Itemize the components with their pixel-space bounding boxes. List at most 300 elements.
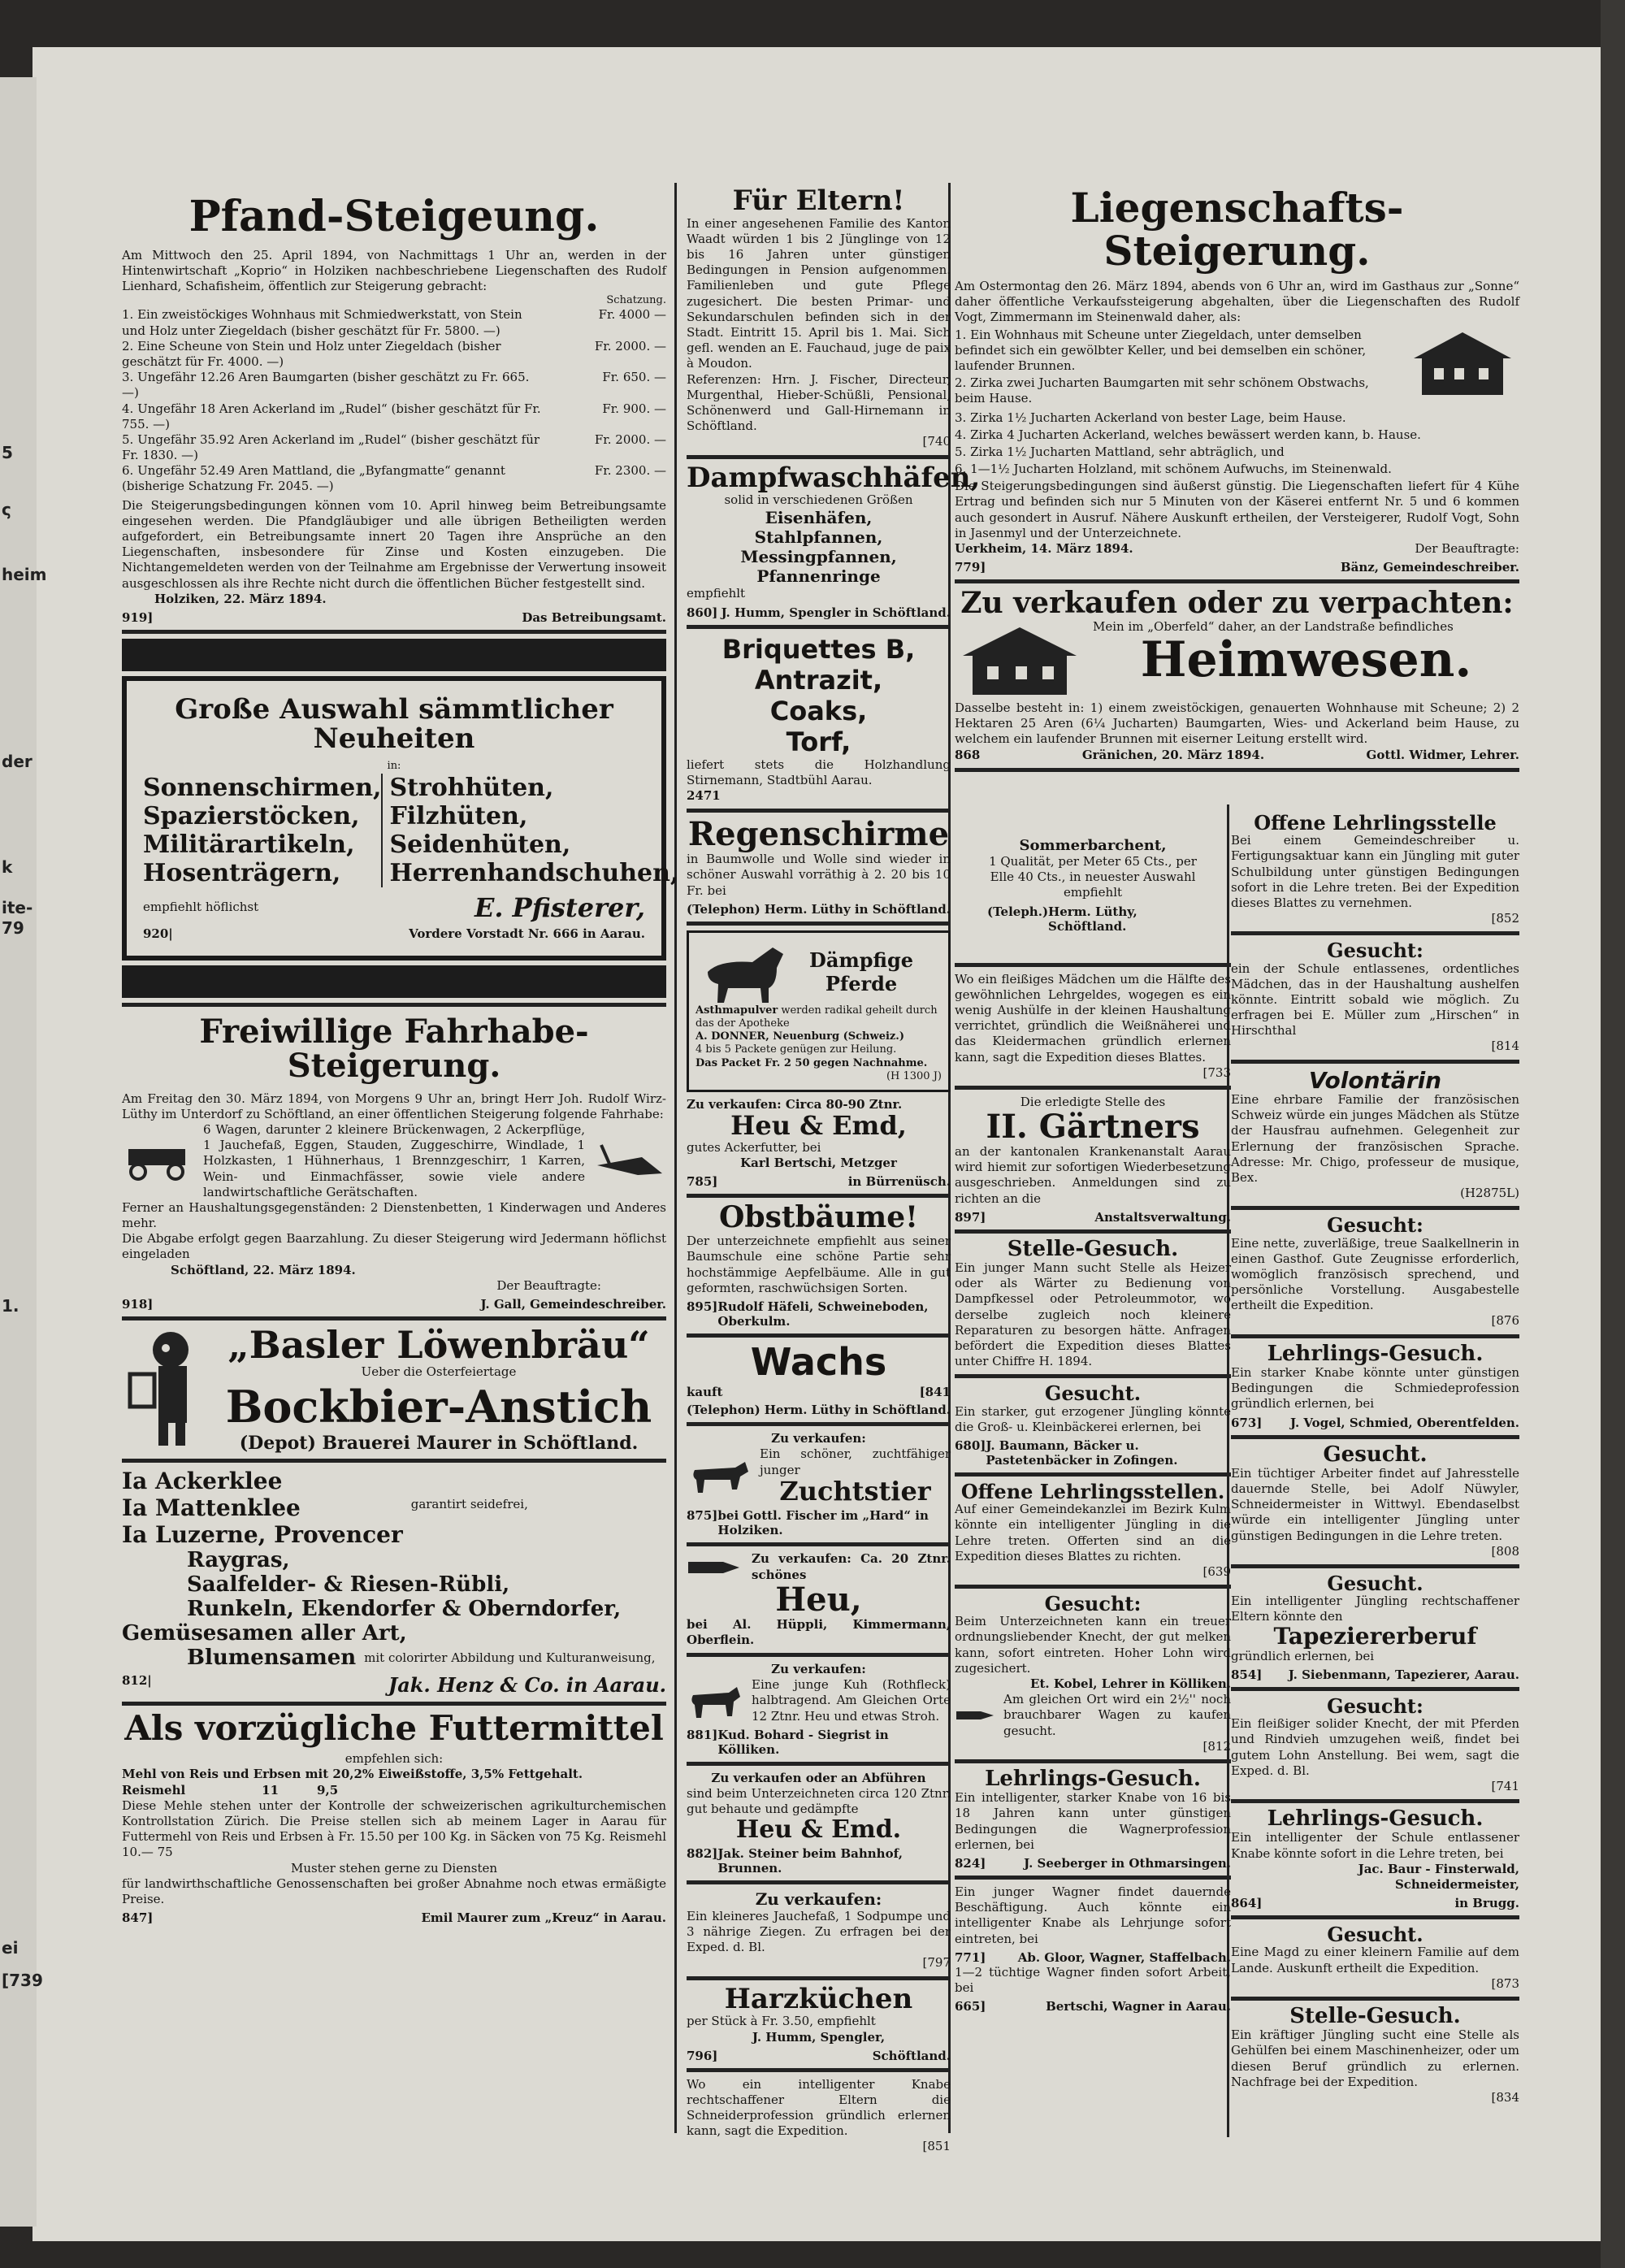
ad-signature: 665] Bertschi, Wagner in Aarau. [955, 1999, 1231, 2014]
ad-title: Für Eltern! [732, 184, 905, 217]
list-item: 1. Ein Wohnhaus mit Scheune unter Ziegeldach, unter demselben befindet sich ein gewölbter Keller, und bei demselben ein schöner, laufender Brunnen. [955, 327, 1367, 373]
product-item: Seidenhüten, [389, 830, 571, 859]
ad-pferde [687, 930, 951, 1093]
ad-zuchtstier [687, 1431, 951, 1537]
ad-sommerbarchent [955, 813, 1231, 958]
ad-place-date: Schöftland, 22. März 1894. [171, 1262, 356, 1277]
divider [1231, 1060, 1519, 1064]
ad-label: Der Beauftragte: [496, 1277, 601, 1293]
ad-heimwesen-row [955, 619, 1519, 700]
divider [122, 630, 666, 634]
divider [687, 625, 951, 629]
ad-body: Dasselbe besteht in: 1) einem zweistöckigen, genauerten Wohnhause mit Scheune; 2) 2 Hektaren 25 Aren (6¼ Jucharten) Baumgarten, Wies- und Ackerland beim Hause, zu welchem ein laufender Brunnen mit eiserner Leitung erstellt wird. [955, 700, 1519, 747]
ad-code: (H 1300 J) [886, 1069, 942, 1082]
ad-title: Heu, [775, 1580, 862, 1619]
ad-maedchen-lehre [955, 972, 1231, 1081]
ad-signature: 860] J. Humm, Spengler in Schöftland. [687, 605, 951, 620]
ad-pfand-steigerung [122, 192, 666, 625]
ad-number: [797 [922, 1955, 951, 1971]
ad-body: Eine junge Kuh (Rothfleck) halbtragend. Am Gleichen Orte 12 Ztnr. Heu und etwas Stroh. [752, 1677, 951, 1724]
ad-stelle-gesuch-2 [1231, 2003, 1519, 2105]
ad-dampfwaschhaefen [687, 461, 981, 620]
divider [1231, 1997, 1519, 2001]
ad-body: In einer angesehenen Familie des Kanton Waadt würden 1 bis 2 Jünglinge von 12 bis 16 Jahren unter günstigen Bedingungen in Pension aufgenommen. Familienleben und gute Pflege zugesichert. Die besten Primar- und Sekundarschulen befinden sich in der Stadt. Eintritt 15. April bis 1. Mai. Sich gefl. wenden an E. Fauchaud, juge de paix à Moudon. [687, 215, 951, 371]
product-item: Stahlpfannen, [754, 527, 883, 548]
ad-subtitle: Ueber die Osterfeiertage [361, 1364, 517, 1380]
ad-futtermittel [122, 1708, 666, 1926]
label-in: in: [387, 760, 401, 773]
ad-number: [741 [1491, 1779, 1519, 1793]
divider [687, 1653, 951, 1657]
ad-signature: 875] bei Gottl. Fischer im „Hard“ in Holziken. [687, 1508, 929, 1538]
ad-signature: (Teleph.) Herm. Lüthy, Schöftland. [987, 904, 1138, 934]
ad-depot: (Depot) Brauerei Maurer in Schöftland. [239, 1433, 639, 1455]
ad-body: gründlich erlernen, bei [1231, 1648, 1375, 1663]
divider [1231, 1799, 1519, 1803]
ad-title: Pferde [825, 971, 898, 995]
ad-body: per Stück à Fr. 3.50, empfiehlt [687, 2014, 876, 2029]
ad-title: Als vorzügliche Futtermittel [124, 1708, 664, 1749]
product-item: Eisenhäfen, [765, 508, 873, 528]
ad-body: Asthmapulver werden radikal geheilt durch das der Apotheke [696, 1004, 938, 1030]
ad-body: Eine ehrbare Familie der französischen Schweiz würde ein junges Mädchen als Stütze der Hausfrau aufnehmen. Gelegenheit zur Erlernung der französischen Sprache. Adresse: Mr. Chigo, professeur de musique, Bex. [1231, 1092, 1519, 1185]
divider [955, 1374, 1231, 1378]
ad-signature: 771] Ab. Gloor, Wagner, Staffelbach. [955, 1949, 1231, 1965]
ad-body: 4 bis 5 Packete genügen zur Heilung. [696, 1043, 897, 1056]
ad-body: Der unterzeichnete empfiehlt aus seiner Baumschule eine schöne Partie sehr hochstämmige Aepfelbäume. Alle in gut geformten, raschwüchsigen Sorten. [687, 1234, 951, 1295]
list-item: 2. Eine Scheune von Stein und Holz unter Ziegeldach (bisher geschätzt für Fr. 4000. —) Fr. 2000. — [122, 338, 666, 369]
ad-wachs [687, 1339, 951, 1418]
ad-body: gutes Ackerfutter, bei [687, 1139, 821, 1155]
ad-body: 1 Qualität, per Meter 65 Cts., per Elle 40 Cts., in neuester Auswahl empfiehlt [989, 854, 1197, 900]
ad-basler [122, 1325, 666, 1454]
ad-gesucht-arbeiter [1231, 1444, 1519, 1559]
divider [122, 1459, 666, 1463]
strip-text: 5 [2, 443, 13, 462]
ad-note: garantirt seidefrei, [410, 1497, 528, 1512]
ad-signature: 854] J. Siebenmann, Tapezierer, Aarau. [1231, 1667, 1519, 1683]
previous-page-strip [0, 77, 47, 2227]
seed-row [122, 1646, 666, 1670]
ad-number: [812 [1202, 1738, 1231, 1754]
ad-title: Heu & Emd. [735, 1815, 902, 1845]
ad-body: Auf einer Gemeindekanzlei im Bezirk Kulm könnte ein intelligenter Jüngling in die Lehre treten. Offerten sind an die Expedition dieses Blattes zu richten. [955, 1502, 1231, 1563]
strip-text: heim [2, 565, 47, 584]
divider [687, 1976, 951, 1980]
ad-title: Offene Lehrlingsstellen. [960, 1479, 1225, 1503]
ad-signature: (Telephon) Herm. Lüthy in Schöftland. [687, 901, 951, 917]
ad-title: Heimwesen. [1140, 631, 1472, 689]
ad-number: [733 [1202, 1065, 1231, 1080]
ad-offene-lehrlingsstelle [1231, 813, 1519, 926]
column-1 [122, 175, 679, 1926]
ad-title: Volontärin [1308, 1066, 1442, 1094]
ad-title: II. Gärtners [986, 1108, 1200, 1147]
page-edge [1601, 0, 1625, 2268]
product-columns [143, 773, 679, 887]
column-rule [674, 183, 677, 2133]
ad-body: Wo ein intelligenter Knabe rechtschaffener Eltern die Schneiderprofession gründlich erlernen kann, sagt die Expedition. [687, 2076, 951, 2139]
product-item: Sonnenschirmen, [143, 773, 382, 802]
ad-body: für landwirthschaftliche Genossenschaften bei großer Abnahme noch etwas ermäßigte Preise. [122, 1876, 666, 1906]
product-item: Torf, [786, 726, 852, 757]
list-item: Ia Luzerne, Provencer [122, 1521, 403, 1549]
ad-title: Lehrlings-Gesuch. [985, 1766, 1201, 1791]
ad-signature: 895] Rudolf Häfeli, Schweineboden, Oberkulm. [687, 1299, 929, 1329]
product-item: Messingpfannen, [740, 547, 897, 567]
ad-title: Große Auswahl sämmtlicher Neuheiten [175, 692, 613, 755]
column-3-top [955, 175, 1519, 777]
list-item: Saalfelder- & Riesen-Rübli, [187, 1572, 510, 1598]
list-item: 2. Zirka zwei Jucharten Baumgarten mit sehr schönem Obstwachs, beim Hause. [955, 375, 1369, 406]
ad-wagner [955, 1884, 1231, 2014]
seed-list [122, 1468, 666, 1548]
ad-body: sind beim Unterzeichneten circa 120 Ztnr. gut behaute und gedämpfte [687, 1786, 951, 1817]
strip-text: k [2, 857, 13, 877]
list-item: 1. Ein zweistöckiges Wohnhaus mit Schmiedwerkstatt, von Stein und Holz unter Ziegeldach (bisher geschätzt für Fr. 5800. —) Fr. 4000 — [122, 307, 666, 338]
divider [687, 2068, 951, 2072]
cow-icon [687, 1680, 743, 1721]
strip-text: der [2, 752, 32, 771]
ad-frame [122, 676, 679, 961]
horse-icon [696, 939, 801, 1004]
ad-regenschirme [687, 817, 951, 917]
ad-title: Wachs [750, 1339, 887, 1384]
ad-lehrlings-gesuch-schneider [1231, 1808, 1519, 1910]
wagon-icon [122, 1141, 195, 1182]
product-item: Hosenträgern, [143, 858, 341, 887]
ad-headline: Tapeziererberuf [1273, 1623, 1477, 1650]
list-item: Blumensamen [187, 1646, 357, 1671]
ad-note: Muster stehen gerne zu Diensten [290, 1860, 498, 1876]
ad-head: Zu verkaufen: [771, 1431, 866, 1446]
divider [955, 1229, 1231, 1234]
ad-body: Ein intelligenter, starker Knabe von 16 bis 18 Jahren kann unter günstigen Bedingungen die Wagnerprofession erlernen, bei [955, 1790, 1231, 1852]
pointing-hand-icon [687, 1555, 743, 1580]
ad-number: 868 [955, 747, 981, 762]
ad-liegen-row [955, 326, 1519, 409]
list-item: 4. Zirka 4 Jucharten Ackerland, welches bewässert werden kann, b. Hause. [955, 427, 1421, 442]
ad-number: 2471 [687, 787, 721, 803]
ad-number: [740 [922, 434, 951, 449]
divider [122, 1316, 666, 1320]
ad-signature: 864] in Brugg. [1231, 1896, 1519, 1911]
ad-signature: 824] J. Seeberger in Othmarsingen. [955, 1856, 1231, 1871]
ad-fahrhabe [122, 1012, 666, 1312]
ad-body: Die Steigerungsbedingungen sind äußerst günstig. Die Liegenschaften liefert für 4 Kühe Ertrag und befinden sich nur 5 Minuten von der Käserei entfernt Nr. 5 und 6 kommen auch gesondert in Ausruf. Nähere Auskunft ertheilen, der Versteigerer, Rudolf Vogt, Sohn in Jasenmyl und der Unterzeichnete. [955, 479, 1519, 540]
strip-text: ite- [2, 898, 33, 917]
ad-lehrlings-gesuch-wagner [955, 1768, 1231, 1871]
product-item: Coaks, [769, 695, 868, 726]
ad-body: Ein kleineres Jauchefaß, 1 Sodpumpe und 3 nährige Ziegen. Zu erfragen bei der Exped. d. Bl. [687, 1908, 951, 1955]
divider [955, 768, 1519, 772]
divider [1231, 1687, 1519, 1691]
ad-body: liefert stets die Holzhandlung Stirnemann, Stadtbühl Aarau. [687, 757, 951, 787]
ad-title: Pfand-Steigeung. [188, 192, 600, 241]
ad-signature: (Telephon) Herm. Lüthy in Schöftland. [687, 1403, 951, 1418]
list-item: 6. Ungefähr 52.49 Aren Mattland, die „Byfangmatte“ genannt (bisherige Schatzung Fr. 2045. —) Fr. 2300. — [122, 463, 666, 494]
ad-signature: 779] Bänz, Gemeindeschreiber. [955, 560, 1519, 575]
ad-heu2-row [687, 1551, 951, 1582]
ad-intro: Am Mittwoch den 25. April 1894, von Nachmittags 1 Uhr an, werden in der Hintenwirtschaft „Koprio“ in Holziken nachbeschriebene Liegenschaften des Rudolf Lienhard, Schafisheim, öffentlich zur Steigerung gebracht: [122, 247, 666, 293]
ad-place-date: Gränichen, 20. März 1894. [1081, 747, 1265, 762]
divider [687, 1542, 951, 1546]
ad-head: Zu verkaufen: Ca. 20 Ztnr. schönes [752, 1551, 951, 1582]
ad-body: ein der Schule entlassenes, ordentliches Mädchen, das in der Haushaltung aushelfen könnte. Eintritt sobald wie möglich. Zu erfragen bei E. Müller zum „Hirschen“ in Hirschthal [1231, 961, 1519, 1039]
divider [1231, 931, 1519, 935]
bull-icon [687, 1455, 752, 1496]
ad-body: Ein intelligenter Jüngling rechtschaffener Eltern könnte den [1231, 1594, 1519, 1624]
ad-body: Mehl von Reis und Erbsen mit 20,2% Eiweißstoffe, 3,5% Fettgehalt. [122, 1767, 583, 1782]
divider [687, 1422, 951, 1426]
divider [687, 1880, 951, 1884]
divider [687, 1762, 951, 1766]
ad-title: Gesucht. [1327, 1571, 1424, 1595]
ad-title: Liegenschafts-Steigerung. [1070, 184, 1404, 275]
ad-harzkuechen [687, 1982, 951, 2063]
ad-title: Gesucht: [1327, 1694, 1424, 1719]
ad-label: Der Beauftragte: [1415, 541, 1519, 556]
column-label: Schatzung. [606, 294, 666, 307]
farmhouse-icon [955, 619, 1085, 700]
product-item: Spazierstöcken, [143, 801, 360, 830]
ad-who: Jac. Baur - Finsterwald, Schneidermeister, [1358, 1861, 1519, 1893]
ad-body: Ein starker Knabe könnte unter günstigen Bedingungen die Schmiedeprofession gründlich erlernen, bei [1231, 1364, 1519, 1412]
ad-number: [852 [1491, 911, 1519, 926]
product-item: Herrenhandschuhen, [389, 858, 679, 887]
ad-place-date: Holziken, 22. März 1894. [154, 591, 327, 606]
ad-body: Bei einem Gemeindeschreiber u. Fertigungsaktuar kann ein Jüngling mit guter Schulbildung unter günstigen Bedingungen sofort in die Lehre treten. Bei der Expedition dieses Blattes zu vernehmen. [1231, 833, 1519, 910]
strip-text: 79 [2, 918, 24, 938]
divider [1231, 1206, 1519, 1210]
product-item: Strohhüten, [389, 773, 554, 802]
ad-title: Gesucht. [1044, 1381, 1142, 1406]
ad-signature: Gottl. Widmer, Lehrer. [1366, 747, 1519, 762]
ad-body: in Baumwolle und Wolle sind wieder in schöner Auswahl vorräthig à 2. 20 bis 10 Fr. bei [687, 852, 951, 898]
plough-icon [593, 1141, 666, 1182]
ad-body: 6 Wagen, darunter 2 kleinere Brückenwagen, 2 Ackerpflüge, 1 Jauchefaß, Eggen, Stauden, Zuggeschirre, Windlade, 1 Holzkasten, 1 Hühnerhaus, 1 Brennzgeschirr, 1 Karren, Wein- und Einmachfässer, sowie viele andere landwirtschaftliche Gerätschaften. [203, 1121, 585, 1199]
ad-head: Zu verkaufen: Circa 80-90 Ztnr. [687, 1097, 903, 1112]
divider [955, 1472, 1231, 1477]
divider [1231, 1915, 1519, 1919]
ad-who: Karl Bertschi, Metzger [740, 1156, 897, 1171]
house-icon [1406, 326, 1519, 399]
ad-body: Ferner an Haushaltungsgegenständen: 2 Dienstenbetten, 1 Kinderwagen und Anderes mehr. [122, 1199, 666, 1231]
ad-signature: 918] J. Gall, Gemeindeschreiber. [122, 1297, 666, 1312]
ad-body: Beim Unterzeichneten kann ein treuer ordnungsliebender Knecht, der gut melken kann, sofort eintreten. Hoher Lohn wird zugesichert. [955, 1614, 1231, 1676]
divider [122, 1702, 666, 1706]
product-item: Antrazit, [754, 664, 883, 696]
list-item: 3. Zirka 1½ Jucharten Ackerland von bester Lage, beim Hause. [955, 410, 1346, 425]
ad-kuh-row [687, 1677, 951, 1724]
ad-gesucht-knecht [955, 1594, 1231, 1754]
divider [687, 455, 951, 459]
ad-body: Eine nette, zuverläßige, treue Saalkellnerin in einen Gasthof. Gute Zeugnisse erforderlich, womöglich französisch sprechend, und persönliche Vorstellung. Ausgabestelle ertheilt die Expedition. [1231, 1235, 1519, 1313]
lion-mascot-icon [122, 1325, 203, 1447]
ad-title: Gesucht. [1327, 1923, 1424, 1947]
ad-body-row [122, 1122, 666, 1200]
ad-title: „Basler Löwenbräu“ [228, 1323, 650, 1368]
ad-subtitle: empfehlen sich: [344, 1751, 444, 1767]
ad-body: an der kantonalen Krankenanstalt Aarau wird hiemit zur sofortigen Wiederbesetzung ausgeschrieben. Anmeldungen sind zu richten an die [955, 1144, 1231, 1206]
ad-head: Zu verkaufen oder an Abführen [711, 1770, 926, 1785]
ad-head: Die erledigte Stelle des [1020, 1094, 1166, 1109]
ad-title: Freiwillige Fahrhabe-Steigerung. [199, 1012, 589, 1085]
ad-intro: Am Ostermontag den 26. März 1894, abends von 6 Uhr an, wird im Gasthaus zur „Sonne“ daher öffentliche Verkaufssteigerung abgehalten, über die Liegenschaften des Rudolf Vogt, Zimmermann im Steinenwald daher, als: [955, 279, 1519, 325]
ad-title: Stelle-Gesuch. [1289, 2003, 1461, 2028]
ad-pferde-row [696, 939, 942, 1004]
product-item: Briquettes B, [722, 633, 916, 665]
list-item: 5. Zirka 1½ Jucharten Mattland, sehr abträglich, und [955, 444, 1285, 459]
product-item: Militärartikeln, [143, 830, 355, 859]
product-item: Filzhüten, [389, 801, 528, 830]
ad-body: Am Freitag den 30. März 1894, von Morgens 9 Uhr an, bringt Herr Joh. Rudolf Wirz-Lüthy im Unterdorf zu Schöftland, an einer öffentlichen Steigerung folgende Fahrhabe: [122, 1091, 666, 1121]
ad-gesucht-magd [1231, 1924, 1519, 1992]
ad-signature: 847] Emil Maurer zum „Kreuz“ in Aarau. [122, 1910, 666, 1926]
ad-signature: 785] in Bürrenüsch. [687, 1174, 951, 1190]
strip-text: 1. [2, 1296, 20, 1316]
ad-signature: 680] J. Baumann, Bäcker u. Pastetenbäcker in Zofingen. [955, 1438, 1178, 1468]
ad-who: J. Humm, Spengler, [752, 2029, 886, 2045]
ad-samen [122, 1468, 666, 1697]
ad-schneider-lehre [687, 2077, 951, 2155]
divider [955, 579, 1519, 583]
ornament-band [122, 639, 666, 671]
ad-title: Regenschirme [687, 815, 950, 854]
pointing-hand-icon [955, 1706, 995, 1724]
ad-title: Offene Lehrlingsstelle [1254, 811, 1497, 835]
ad-title: Gesucht: [1327, 939, 1424, 963]
ad-body: 1—2 tüchtige Wagner finden sofort Arbeit, bei [955, 1964, 1231, 1995]
ad-head: Zu verkaufen: [771, 1662, 866, 1677]
ad-footer [955, 541, 1519, 557]
list-item: Raygras, [187, 1548, 290, 1573]
ad-kuh [687, 1662, 951, 1757]
ad-note: mit colorirter Abbildung und Kulturanweisung, [364, 1650, 656, 1665]
ad-jauchefass [687, 1889, 951, 1971]
list-item: 3. Ungefähr 12.26 Aren Baumgarten (bisher geschätzt zu Fr. 665. —) Fr. 650. — [122, 370, 666, 401]
divider [955, 1759, 1231, 1763]
ad-title: Harzküchen [724, 1982, 913, 2015]
ad-body: Diese Mehle stehen unter der Kontrolle der schweizerischen agrikulturchemischen Kontrollstation Zürich. Die Preise stellen sich ab meinem Lager in Aarau für Futtermehl von Reis und Erbsen à Fr. 15.50 per 100 Kg. in Säcken von 75 Kg. Reismehl 10.— 75 [122, 1797, 666, 1860]
ad-signature: 812| Jak. Henz & Co. in Aarau. [122, 1673, 666, 1698]
ad-title: Lehrlings-Gesuch. [1267, 1341, 1484, 1366]
ad-gesucht-saalkellnerin [1231, 1215, 1519, 1329]
ad-title: Stelle-Gesuch. [1007, 1236, 1179, 1261]
ad-head: Zu verkaufen oder zu verpachten: [960, 586, 1514, 621]
ad-body: Ein starker, gut erzogener Jüngling könnte die Groß- u. Kleinbäckerei erlernen, bei [955, 1403, 1231, 1434]
ad-liegenschafts-steigerung [955, 184, 1519, 575]
divider [122, 1003, 666, 1007]
ad-neuheiten [122, 639, 679, 998]
ad-who: bei Al. Hüppli, Kimmermann, Oberflein. [687, 1616, 951, 1647]
ad-signature: 673] J. Vogel, Schmied, Oberentfelden. [1231, 1415, 1519, 1430]
ad-volontaerin [1231, 1066, 1519, 1202]
ad-title: Dampfwaschhäfen, [687, 461, 981, 494]
ad-footer [955, 748, 1519, 763]
ad-signature: 920| Vordere Vorstadt Nr. 666 in Aarau. [143, 926, 645, 941]
ad-stier-row [687, 1446, 951, 1505]
list-item: 4. Ungefähr 18 Aren Ackerland im „Rudel“ (bisher geschätzt für Fr. 755. —) Fr. 900. — [122, 401, 666, 431]
ad-body: Die Steigerungsbedingungen können vom 10. April hinweg beim Betreibungsamte eingesehen werden. Die Pfandgläubiger und alle übrigen Betheiligten werden aufgefordert, ein Betreibungsamte innert 20 Tagen ihre Ansprüche an den Liegenschaften, insbesondere für Zinse und Kosten einzugeben. Die Nichtangemeldeten werden von der Teilnahme am Ergebnisse der Verwertung insoweit ausgeschlossen als ihre Rechte nicht durch die öffentlichen Bücher festgestellt sind. [122, 497, 666, 591]
ad-body: Ein schöner, zuchtfähiger junger [760, 1446, 951, 1477]
ad-heu-emd-3 [687, 1771, 951, 1876]
ad-gesucht-maedchen [1231, 940, 1519, 1054]
ad-number: [808 [1491, 1543, 1519, 1559]
ad-signature: kauft [841 [687, 1385, 951, 1400]
divider [955, 1585, 1231, 1589]
ad-body: A. DONNER, Neuenburg (Schweiz.) [696, 1030, 904, 1043]
product-item: Pfannenringe [756, 566, 881, 587]
ad-body: Reismehl 11 9,5 [122, 1782, 339, 1797]
ad-heimwesen [955, 588, 1519, 763]
ad-stelle-gesuch-1 [955, 1238, 1231, 1370]
divider [687, 922, 951, 926]
ad-signature: 897] Anstaltsverwaltung. [955, 1209, 1231, 1225]
ad-number: [876 [1491, 1313, 1519, 1329]
ad-signature: 881] Kud. Bohard - Siegrist in Kölliken. [687, 1727, 889, 1757]
divider [687, 1333, 951, 1338]
ad-obstbaeume [687, 1200, 951, 1329]
ad-place-date: Uerkheim, 14. März 1894. [955, 541, 1133, 556]
ad-title: Gesucht: [1327, 1213, 1424, 1238]
ad-heu-emd-1 [687, 1097, 951, 1189]
column-4 [1231, 813, 1519, 2105]
ad-number: [834 [1491, 2090, 1519, 2105]
ad-number: [873 [1491, 1975, 1519, 1991]
divider [955, 963, 1231, 967]
divider [687, 1194, 951, 1198]
ad-lehrlingsstellen [955, 1481, 1231, 1580]
ad-body: Ein junger Mann sucht Stelle als Heizer oder als Wärter zu Bedienung von Dampfkessel oder Petroleummotor, wo derselbe zugleich noch kleinere Reparaturen zu besorgen hätte. Anfragen befördert die Expedition dieses Blattes unter Chiffre H. 1894. [955, 1260, 1231, 1369]
divider [687, 809, 951, 813]
ad-title: Zuchtstier [779, 1475, 931, 1507]
ad-gesucht-knecht-2 [1231, 1696, 1519, 1794]
ad-headline: Bockbier-Anstich [225, 1380, 652, 1433]
ad-fuer-eltern [687, 184, 951, 450]
ad-body: Wo ein fleißiges Mädchen um die Hälfte des gewöhnlichen Lehrgeldes, wogegen es ein wenig Aushülfe in der kleinen Haushaltung verrichtet, gründlich die Weißnäherei und das Kleidermachen gründlich erlernen kann, sagt die Expedition dieses Blattes. [955, 971, 1231, 1065]
strip-text: ς [2, 500, 11, 519]
list-item: 6. 1—1½ Jucharten Holzland, mit schönem Aufwuchs, im Steinenwald. [955, 462, 1392, 477]
divider [1231, 1564, 1519, 1568]
ad-title: Dämpfige [809, 948, 914, 972]
ad-number: [814 [1491, 1039, 1519, 1054]
list-item: Ia Mattenklee [122, 1494, 301, 1522]
ad-ref: Referenzen: Hrn. J. Fischer, Directeur, Murgenthal, Hieber-Schüßli, Pensional, Schönenwerd und Gall-Hirnemann in Schöftland. [687, 371, 951, 434]
ad-body: Ein tüchtiger Arbeiter findet auf Jahresstelle dauernde Stelle, bei Adolf Nüwyler, Schneidermeister in Wittwyl. Ebendaselbst würde ein intelligenter Jüngling unter günstigen Bedingungen in die Lehre treten. [1231, 1465, 1519, 1543]
divider [1231, 1334, 1519, 1338]
ad-signature: 882] Jak. Steiner beim Bahnhof, Brunnen. [687, 1845, 903, 1876]
ad-head: Zu verkaufen: [755, 1889, 882, 1909]
list-item: Runkeln, Ekendorfer & Oberndorfer, [187, 1597, 622, 1622]
divider [955, 1086, 1231, 1090]
ad-number: [851 [922, 2139, 951, 2154]
list-item: 5. Ungefähr 35.92 Aren Ackerland im „Rudel“ (bisher geschätzt für Fr. 1830. —) Fr. 2000. — [122, 431, 666, 463]
ad-title: Sommerbarchent, [1019, 837, 1167, 854]
ad-gesucht2-row [955, 1692, 1231, 1739]
ad-body: Ein fleißiger solider Knecht, der mit Pferden und Rindvieh umzugehen weiß, findet bei gutem Lohn Anstellung. Bei wem, sagt die Exped. d. Bl. [1231, 1716, 1519, 1778]
ad-title: Heu & Emd, [730, 1110, 907, 1142]
ad-briquettes [687, 634, 951, 804]
firm-name: E. Pfisterer, [474, 891, 645, 923]
ad-gaertner [955, 1095, 1231, 1225]
ad-signature: 796] Schöftland. [687, 2048, 951, 2063]
ad-number: (H2875L) [1460, 1186, 1519, 1201]
ad-title: Lehrlings-Gesuch. [1267, 1806, 1484, 1832]
divider [955, 1876, 1231, 1880]
ad-lehrlings-gesuch-schmied [1231, 1343, 1519, 1430]
ad-body: Ein kräftiger Jüngling sucht eine Stelle als Gehülfen bei einem Maschinenheizer, oder um diesen Beruf gründlich zu erlernen. Nachfrage bei der Expedition. [1231, 2027, 1519, 2089]
